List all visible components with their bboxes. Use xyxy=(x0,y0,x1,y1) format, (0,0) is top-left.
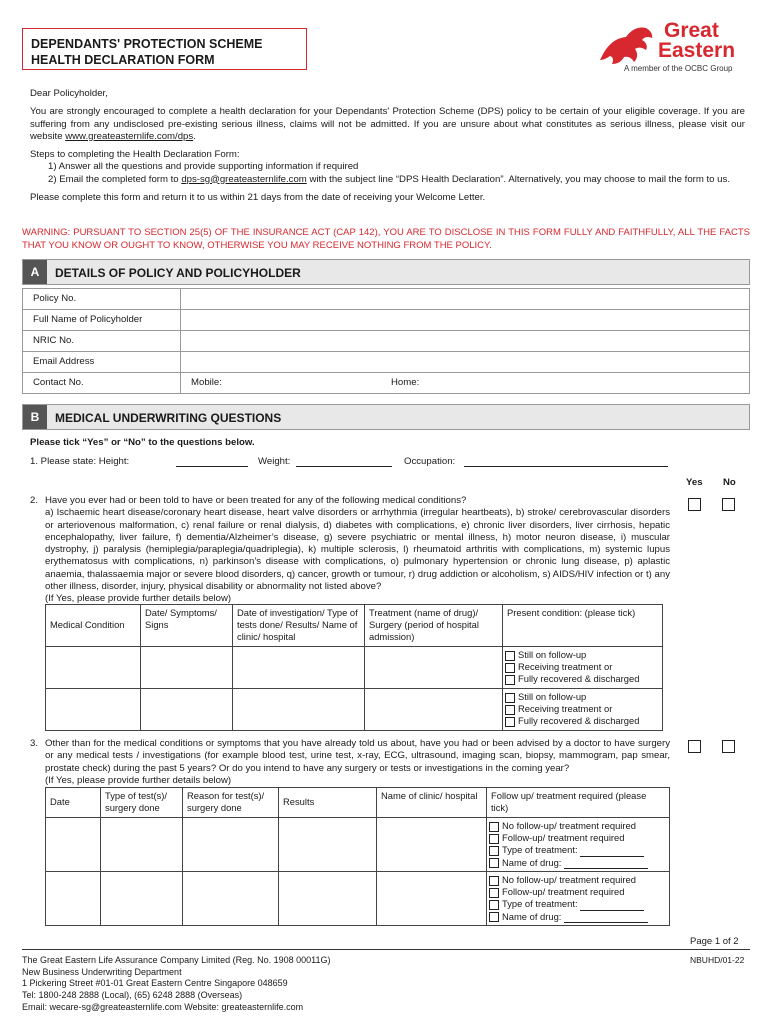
q2-r2-treatment[interactable] xyxy=(365,689,503,731)
height-field[interactable] xyxy=(176,456,248,467)
q3-row-2 xyxy=(46,872,670,926)
q3-r2-clinic[interactable] xyxy=(377,872,487,926)
q2-yes-checkbox[interactable] xyxy=(688,498,701,511)
q2-r1-receiving-treatment-checkbox[interactable] xyxy=(505,663,515,673)
q3-r1-opt2-label: Follow-up/ treatment required xyxy=(502,832,625,844)
q3-r1-type[interactable] xyxy=(101,818,183,872)
insurance-act-warning: WARNING: PURSUANT TO SECTION 25(5) OF THE INSURANCE ACT (CAP 142), YOU ARE TO DISCLOSE IN THIS FORM FULLY AND FAITHFULLY, ALL THE FACTS THAT YOU KNOW OR OUGHT TO KNOW, OTHERWISE YOU MAY RECEIVE NOTHING FROM THE POLICY. xyxy=(22,227,750,252)
q3-r1-date[interactable] xyxy=(46,818,101,872)
q3-details-table xyxy=(45,787,670,926)
form-code: NBUHD/01-22 xyxy=(690,955,745,965)
q3-r2-type[interactable] xyxy=(101,872,183,926)
q3-r2-opt2-label: Follow-up/ treatment required xyxy=(502,886,625,898)
q3-r2-date[interactable] xyxy=(46,872,101,926)
q3-r1-followup-required-checkbox[interactable] xyxy=(489,834,499,844)
logo-text-great: Great xyxy=(664,19,719,42)
q2-r1-investigation[interactable] xyxy=(233,647,365,689)
q3-r2-results[interactable] xyxy=(279,872,377,926)
greeting: Dear Policyholder, xyxy=(30,88,108,99)
q2-no-checkbox[interactable] xyxy=(722,498,735,511)
great-eastern-logo xyxy=(598,20,750,76)
q3-col-results: Results xyxy=(279,788,377,818)
home-label: Home: xyxy=(391,377,420,388)
q3-r2-type-treatment-checkbox[interactable] xyxy=(489,900,499,910)
contact-field[interactable] xyxy=(181,373,750,394)
q3-r2-followup-required-checkbox[interactable] xyxy=(489,888,499,898)
q3-r2-opt4-label: Name of drug: xyxy=(502,910,562,922)
q2-r2-condition[interactable] xyxy=(46,689,141,731)
section-b-letter: B xyxy=(23,405,47,429)
q2-col-date-symptoms: Date/ Symptoms/ Signs xyxy=(141,605,233,647)
q2-col-treatment: Treatment (name of drug)/ Surgery (period of hospital admission) xyxy=(365,605,503,647)
steps-heading: Steps to completing the Health Declaration Form: xyxy=(30,149,240,161)
weight-field[interactable] xyxy=(296,456,392,467)
full-name-label: Full Name of Policyholder xyxy=(23,310,181,331)
q2-r1-treatment[interactable] xyxy=(365,647,503,689)
intro-letter xyxy=(30,88,745,210)
q3-col-reason: Reason for test(s)/ surgery done xyxy=(183,788,279,818)
footer-department: New Business Underwriting Department xyxy=(22,966,182,977)
q3-no-checkbox[interactable] xyxy=(722,740,735,753)
nric-label: NRIC No. xyxy=(23,331,181,352)
form-title xyxy=(22,28,307,70)
q3-r1-opt3-label: Type of treatment: xyxy=(502,844,578,856)
q2-col-investigation: Date of investigation/ Type of tests done/ Results/ Name of clinic/ hospital xyxy=(233,605,365,647)
section-b-title: MEDICAL UNDERWRITING QUESTIONS xyxy=(55,411,282,425)
footer-email-website: Email: wecare-sg@greateasternlife.com Website: greateasternlife.com xyxy=(22,1001,304,1012)
q2-note: (If Yes, please provide further details below) xyxy=(45,593,232,605)
email-label: Email Address xyxy=(23,352,181,373)
lion-icon xyxy=(598,22,656,68)
dps-website-link[interactable]: www.greateasternlife.com/dps xyxy=(65,130,194,142)
form-title-line2: HEALTH DECLARATION FORM xyxy=(31,53,215,68)
q3-r2-drug-name-field[interactable] xyxy=(564,914,648,923)
q2-r1-opt3-label: Fully recovered & discharged xyxy=(518,673,640,685)
q1-weight-label: Weight: xyxy=(258,456,291,467)
policy-no-label: Policy No. xyxy=(23,289,181,310)
closing-instruction: Please complete this form and return it to us within 21 days from the date of receiving your Welcome Letter. xyxy=(30,191,486,203)
section-b-header xyxy=(22,404,750,430)
section-a-letter: A xyxy=(23,260,47,284)
full-name-field[interactable] xyxy=(181,310,750,331)
q2-r2-opt1-label: Still on follow-up xyxy=(518,691,587,702)
q2-r2-fully-recovered-checkbox[interactable] xyxy=(505,717,515,727)
q3-r1-clinic[interactable] xyxy=(377,818,487,872)
q3-number: 3. xyxy=(30,738,39,749)
q2-col-medical-condition: Medical Condition xyxy=(46,605,141,647)
q3-r2-reason[interactable] xyxy=(183,872,279,926)
q2-r2-opt2-label: Receiving treatment or xyxy=(518,703,613,715)
step-1: 1) Answer all the questions and provide supporting information if required xyxy=(48,161,359,173)
q3-r1-drug-name-checkbox[interactable] xyxy=(489,858,499,868)
nric-field[interactable] xyxy=(181,331,750,352)
q3-r1-drug-name-field[interactable] xyxy=(564,860,648,869)
q3-text: Other than for the medical conditions or symptoms that you have already told us about, have you had or been advised by a doctor to have surgery or any medical tests / investigations (for example blood test, urine test, x-ray, ECG, ultrasound, imaging scan, biopsy, mammogram, pap smear, prostate check) during the past 5 years? Or do you intend to have any surgery or tests or investigations in the coming year? xyxy=(45,738,670,774)
intro-paragraph: You are strongly encouraged to complete a health declaration for your Dependants' Protection Scheme (DPS) policy to be certain of your eligible coverage. If you are suffering from any undisclosed pre-existing serious illness, claims will not be admitted. If you are unsure about what constitutes as serious illness, please visit our website www.greateasternlife.com/dps. xyxy=(30,106,745,142)
q2-r1-condition[interactable] xyxy=(46,647,141,689)
q3-r1-results[interactable] xyxy=(279,818,377,872)
footer-telephone: Tel: 1800-248 2888 (Local), (65) 6248 2888 (Overseas) xyxy=(22,990,243,1001)
footer-address: 1 Pickering Street #01-01 Great Eastern Centre Singapore 048659 xyxy=(22,978,288,989)
section-a-title: DETAILS OF POLICY AND POLICYHOLDER xyxy=(55,266,301,280)
mobile-label: Mobile: xyxy=(191,377,222,388)
footer-company: The Great Eastern Life Assurance Company Limited (Reg. No. 1908 00011G) xyxy=(22,955,331,965)
policy-no-field[interactable] xyxy=(181,289,750,310)
q2-row-2 xyxy=(46,689,663,731)
q3-note: (If Yes, please provide further details below) xyxy=(45,774,232,786)
question-1 xyxy=(30,456,750,470)
q2-row-1 xyxy=(46,647,663,689)
q2-r1-opt1-label: Still on follow-up xyxy=(518,649,587,660)
q3-col-follow-up: Follow up/ treatment required (please tick) xyxy=(487,788,670,818)
q3-col-clinic: Name of clinic/ hospital xyxy=(377,788,487,818)
contact-label: Contact No. xyxy=(23,373,181,394)
q3-r1-type-treatment-checkbox[interactable] xyxy=(489,846,499,856)
occupation-field[interactable] xyxy=(464,456,668,467)
q2-text: Have you ever had or been told to have or been treated for any of the following medical conditions? xyxy=(45,495,467,506)
q2-col-present-condition: Present condition: (please tick) xyxy=(503,605,663,647)
q3-r2-drug-name-checkbox[interactable] xyxy=(489,912,499,922)
q2-r1-fully-recovered-checkbox[interactable] xyxy=(505,675,515,685)
q2-r1-still-followup-checkbox[interactable] xyxy=(505,651,515,661)
step-2: 2) Email the completed form to dps-sg@greateasternlife.com with the subject line “DPS Health Declaration”. Alternatively, you may choose to mail the form to us. xyxy=(48,173,730,185)
email-field[interactable] xyxy=(181,352,750,373)
company-footer xyxy=(22,955,331,1013)
steps-list xyxy=(48,161,745,186)
no-header: No xyxy=(723,477,736,488)
footer-divider xyxy=(22,949,750,950)
q2-r2-investigation[interactable] xyxy=(233,689,365,731)
q2-number: 2. xyxy=(30,495,39,506)
q2-details-table xyxy=(45,604,663,731)
q3-r1-opt1-label: No follow-up/ treatment required xyxy=(502,820,636,831)
q2-r1-opt2-label: Receiving treatment or xyxy=(518,661,613,673)
form-title-line1: DEPENDANTS' PROTECTION SCHEME xyxy=(31,37,263,51)
q3-r2-no-followup-checkbox[interactable] xyxy=(489,876,499,886)
yes-header: Yes xyxy=(686,477,703,488)
q2-r2-still-followup-checkbox[interactable] xyxy=(505,693,515,703)
tick-instruction: Please tick “Yes” or “No” to the questions below. xyxy=(30,437,255,448)
page-number: Page 1 of 2 xyxy=(690,936,739,947)
question-2 xyxy=(45,495,670,605)
q3-r1-reason[interactable] xyxy=(183,818,279,872)
q3-r2-type-treatment-field[interactable] xyxy=(580,902,644,911)
q2-conditions-list: a) Ischaemic heart disease/coronary heart disease, heart valve disorders or arrhythmia (irregular heartbeats), b) stroke/ cerebrovascular disorders or arteriovenous malformation, c) renal failure or renal dialysis, d) diabetes with complications, e) chronic liver disorders, liver cirrhosis, hepatic encephalopathy, liver failure, f) dementia/Alzheimer’s disease, g) severe psychiatric or mental illness, h) motor neuron disease, i) muscular dystrophy, j) paralysis (hemiplegia/paraplegia/quadriplegia), k) multiple sclerosis, l) rheumatoid arthritis with complications, m) systemic lupus erythematosus with complications, n) parkinson’s disease with complications, o) pulmonary hypertension or chronic lung disease, p) aplastic anaemia, thalassaemia major or severe blood disorders, q) cancer, growth or tumour, r) drug addiction or alcoholism, s) AIDS/HIV infection or t) any other illness, disorder, injury, physical disability or abnormality not listed above? xyxy=(45,507,670,592)
q1-height-label: 1. Please state: Height: xyxy=(30,456,130,467)
q3-col-date: Date xyxy=(46,788,101,818)
q1-occupation-label: Occupation: xyxy=(404,456,456,467)
question-3 xyxy=(45,738,670,787)
q2-r2-receiving-treatment-checkbox[interactable] xyxy=(505,705,515,715)
logo-tagline: A member of the OCBC Group xyxy=(624,64,733,73)
q3-r2-opt3-label: Type of treatment: xyxy=(502,898,578,910)
q2-r2-opt3-label: Fully recovered & discharged xyxy=(518,715,640,727)
q3-r1-opt4-label: Name of drug: xyxy=(502,856,562,868)
q3-col-type-of-test: Type of test(s)/ surgery done xyxy=(101,788,183,818)
q3-r1-type-treatment-field[interactable] xyxy=(580,848,644,857)
policy-details-table xyxy=(22,288,750,394)
logo-text-eastern: Eastern xyxy=(658,39,736,62)
q3-yes-checkbox[interactable] xyxy=(688,740,701,753)
q3-row-1 xyxy=(46,818,670,872)
dps-email-link[interactable]: dps-sg@greateasternlife.com xyxy=(181,173,307,185)
section-a-header xyxy=(22,259,750,285)
q2-r1-date[interactable] xyxy=(141,647,233,689)
q2-r2-date[interactable] xyxy=(141,689,233,731)
q3-r2-opt1-label: No follow-up/ treatment required xyxy=(502,874,636,885)
q3-r1-no-followup-checkbox[interactable] xyxy=(489,822,499,832)
